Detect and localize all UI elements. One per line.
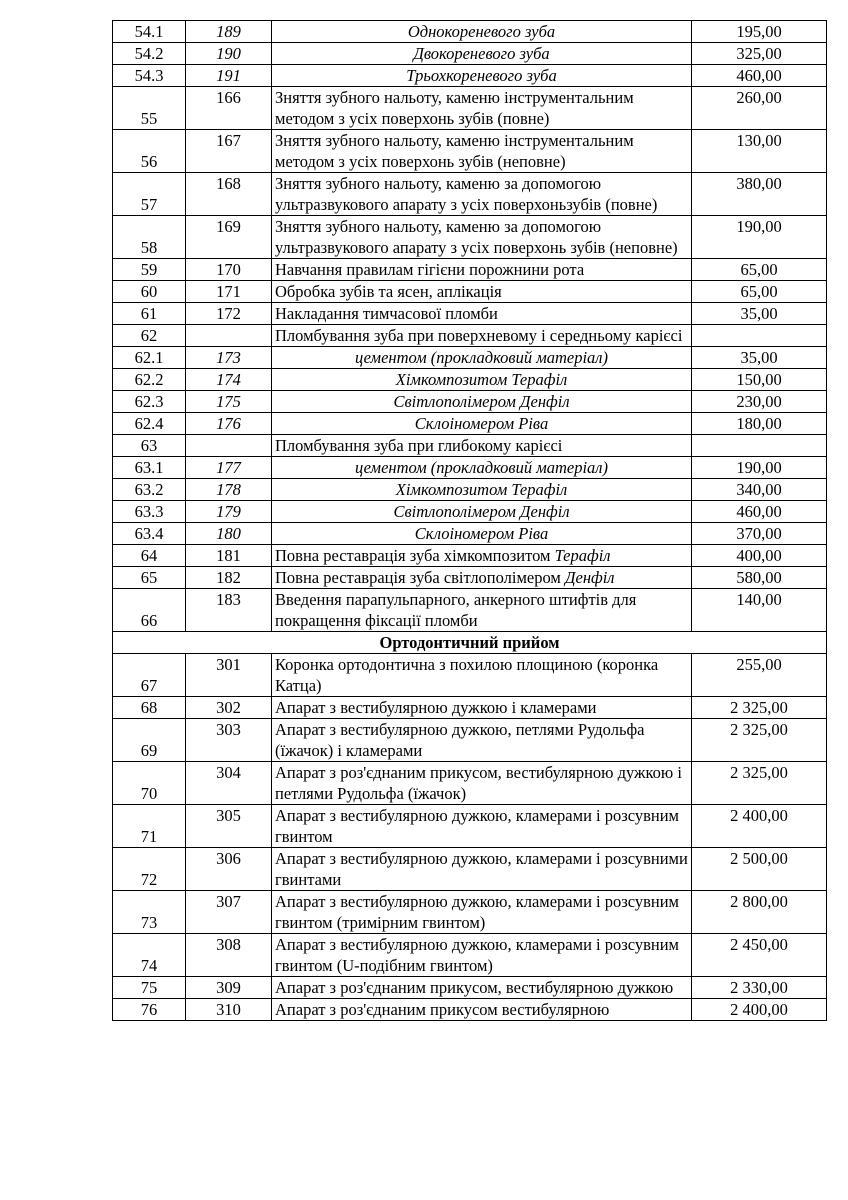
service-price: 2 450,00 xyxy=(692,934,827,977)
service-description: Світлополімером Денфіл xyxy=(272,501,692,523)
service-code: 301 xyxy=(186,654,272,697)
service-code: 181 xyxy=(186,545,272,567)
row-number: 63.3 xyxy=(113,501,186,523)
service-code: 171 xyxy=(186,281,272,303)
service-price: 2 330,00 xyxy=(692,977,827,999)
service-price: 140,00 xyxy=(692,589,827,632)
price-table-body-top xyxy=(113,21,827,632)
service-price: 2 325,00 xyxy=(692,762,827,805)
service-code: 172 xyxy=(186,303,272,325)
row-number: 74 xyxy=(113,934,186,977)
row-number: 62.3 xyxy=(113,391,186,413)
service-code: 180 xyxy=(186,523,272,545)
service-code: 175 xyxy=(186,391,272,413)
service-code: 189 xyxy=(186,21,272,43)
service-price: 2 400,00 xyxy=(692,805,827,848)
service-description: Апарат з вестибулярною дужкою, кламерами і розсувним гвинтом (U-подібним гвинтом) xyxy=(272,934,692,977)
service-description: Двокореневого зуба xyxy=(272,43,692,65)
service-price: 2 400,00 xyxy=(692,999,827,1021)
service-description: Апарат з вестибулярною дужкою, кламерами і розсувним гвинтом (тримірним гвинтом) xyxy=(272,891,692,934)
service-price: 260,00 xyxy=(692,87,827,130)
table-row xyxy=(113,303,827,325)
table-row xyxy=(113,457,827,479)
service-price: 325,00 xyxy=(692,43,827,65)
table-row xyxy=(113,567,827,589)
service-price: 580,00 xyxy=(692,567,827,589)
service-price: 190,00 xyxy=(692,457,827,479)
service-price: 460,00 xyxy=(692,501,827,523)
row-number: 63.1 xyxy=(113,457,186,479)
service-code: 174 xyxy=(186,369,272,391)
section-header-group xyxy=(113,632,827,654)
table-row xyxy=(113,589,827,632)
row-number: 60 xyxy=(113,281,186,303)
service-code: 183 xyxy=(186,589,272,632)
service-price: 400,00 xyxy=(692,545,827,567)
service-description-text: Повна реставрація зуба світлополімером xyxy=(275,568,565,587)
service-price: 195,00 xyxy=(692,21,827,43)
service-price: 130,00 xyxy=(692,130,827,173)
table-row xyxy=(113,325,827,347)
table-row xyxy=(113,805,827,848)
service-description: Апарат з вестибулярною дужкою, кламерами і розсувним гвинтом xyxy=(272,805,692,848)
service-description xyxy=(272,545,692,567)
service-code: 304 xyxy=(186,762,272,805)
service-code xyxy=(186,435,272,457)
service-description: Навчання правилам гігієни порожнини рота xyxy=(272,259,692,281)
row-number: 63.4 xyxy=(113,523,186,545)
table-row xyxy=(113,216,827,259)
service-description: Апарат з роз'єднаним прикусом вестибулярною xyxy=(272,999,692,1021)
service-description: Коронка ортодонтична з похилою площиною (коронка Катца) xyxy=(272,654,692,697)
row-number: 62.4 xyxy=(113,413,186,435)
table-row xyxy=(113,999,827,1021)
service-price: 380,00 xyxy=(692,173,827,216)
service-description: Накладання тимчасової пломби xyxy=(272,303,692,325)
service-description: Зняття зубного нальоту, каменю за допомогою ультразвукового апарату з усіх поверхонь зубів (неповне) xyxy=(272,216,692,259)
service-description: Апарат з вестибулярною дужкою і кламерами xyxy=(272,697,692,719)
row-number: 54.1 xyxy=(113,21,186,43)
table-row xyxy=(113,281,827,303)
row-number: 64 xyxy=(113,545,186,567)
table-row xyxy=(113,977,827,999)
row-number: 72 xyxy=(113,848,186,891)
service-description: Склоіномером Ріва xyxy=(272,413,692,435)
service-price: 150,00 xyxy=(692,369,827,391)
section-title: Ортодонтичний прийом xyxy=(113,632,827,654)
row-number: 67 xyxy=(113,654,186,697)
row-number: 73 xyxy=(113,891,186,934)
table-row xyxy=(113,21,827,43)
service-description xyxy=(272,567,692,589)
row-number: 54.2 xyxy=(113,43,186,65)
service-price: 2 325,00 xyxy=(692,697,827,719)
service-price: 370,00 xyxy=(692,523,827,545)
service-code: 309 xyxy=(186,977,272,999)
service-code xyxy=(186,325,272,347)
service-description: Пломбування зуба при глибокому карієсі xyxy=(272,435,692,457)
service-description: Однокореневого зуба xyxy=(272,21,692,43)
table-row xyxy=(113,654,827,697)
price-table-body-bottom xyxy=(113,654,827,1021)
material-name: Денфіл xyxy=(565,568,615,587)
service-description: Хімкомпозитом Терафіл xyxy=(272,369,692,391)
row-number: 75 xyxy=(113,977,186,999)
service-description: Апарат з роз'єднаним прикусом, вестибулярною дужкою xyxy=(272,977,692,999)
table-row xyxy=(113,891,827,934)
table-row xyxy=(113,545,827,567)
table-row xyxy=(113,347,827,369)
service-code: 305 xyxy=(186,805,272,848)
service-description: Хімкомпозитом Терафіл xyxy=(272,479,692,501)
row-number: 62.2 xyxy=(113,369,186,391)
table-row xyxy=(113,87,827,130)
service-code: 169 xyxy=(186,216,272,259)
service-code: 307 xyxy=(186,891,272,934)
row-number: 59 xyxy=(113,259,186,281)
service-code: 179 xyxy=(186,501,272,523)
service-code: 303 xyxy=(186,719,272,762)
table-row xyxy=(113,369,827,391)
service-price: 2 800,00 xyxy=(692,891,827,934)
table-row xyxy=(113,479,827,501)
service-description: Трьохкореневого зуба xyxy=(272,65,692,87)
row-number: 62 xyxy=(113,325,186,347)
table-row xyxy=(113,413,827,435)
row-number: 63.2 xyxy=(113,479,186,501)
table-row xyxy=(113,719,827,762)
service-description: Апарат з вестибулярною дужкою, кламерами і розсувними гвинтами xyxy=(272,848,692,891)
service-code: 308 xyxy=(186,934,272,977)
service-code: 310 xyxy=(186,999,272,1021)
row-number: 68 xyxy=(113,697,186,719)
table-row xyxy=(113,259,827,281)
row-number: 62.1 xyxy=(113,347,186,369)
table-row xyxy=(113,523,827,545)
service-price: 255,00 xyxy=(692,654,827,697)
table-row xyxy=(113,501,827,523)
row-number: 69 xyxy=(113,719,186,762)
service-description: Введення парапульпарного, анкерного штифтів для покращення фіксації пломби xyxy=(272,589,692,632)
service-price: 180,00 xyxy=(692,413,827,435)
table-row xyxy=(113,65,827,87)
service-price: 2 325,00 xyxy=(692,719,827,762)
row-number: 65 xyxy=(113,567,186,589)
service-code: 176 xyxy=(186,413,272,435)
row-number: 66 xyxy=(113,589,186,632)
service-price: 65,00 xyxy=(692,281,827,303)
service-code: 177 xyxy=(186,457,272,479)
table-row xyxy=(113,697,827,719)
row-number: 70 xyxy=(113,762,186,805)
service-price: 2 500,00 xyxy=(692,848,827,891)
service-code: 178 xyxy=(186,479,272,501)
table-row xyxy=(113,762,827,805)
row-number: 61 xyxy=(113,303,186,325)
row-number: 56 xyxy=(113,130,186,173)
service-description: Обробка зубів та ясен, аплікація xyxy=(272,281,692,303)
service-price xyxy=(692,435,827,457)
service-description: Зняття зубного нальоту, каменю інструментальним методом з усіх поверхонь зубів (неповне) xyxy=(272,130,692,173)
service-price: 65,00 xyxy=(692,259,827,281)
service-description: Апарат з роз'єднаним прикусом, вестибулярною дужкою і петлями Рудольфа (їжачок) xyxy=(272,762,692,805)
table-row xyxy=(113,43,827,65)
service-code: 168 xyxy=(186,173,272,216)
table-row xyxy=(113,934,827,977)
table-row xyxy=(113,848,827,891)
service-description: цементом (прокладковий матеріал) xyxy=(272,457,692,479)
service-price: 460,00 xyxy=(692,65,827,87)
service-description: Пломбування зуба при поверхневому і середньому карієсі xyxy=(272,325,692,347)
section-header-row xyxy=(113,632,827,654)
service-price: 35,00 xyxy=(692,303,827,325)
service-code: 191 xyxy=(186,65,272,87)
material-name: Терафіл xyxy=(554,546,611,565)
row-number: 54.3 xyxy=(113,65,186,87)
price-table xyxy=(112,20,827,1021)
service-price: 340,00 xyxy=(692,479,827,501)
service-price: 230,00 xyxy=(692,391,827,413)
row-number: 57 xyxy=(113,173,186,216)
service-description: цементом (прокладковий матеріал) xyxy=(272,347,692,369)
row-number: 63 xyxy=(113,435,186,457)
service-description-text: Повна реставрація зуба хімкомпозитом xyxy=(275,546,555,565)
service-price: 35,00 xyxy=(692,347,827,369)
service-description: Світлополімером Денфіл xyxy=(272,391,692,413)
service-code: 166 xyxy=(186,87,272,130)
table-row xyxy=(113,173,827,216)
row-number: 55 xyxy=(113,87,186,130)
service-price xyxy=(692,325,827,347)
row-number: 76 xyxy=(113,999,186,1021)
service-description: Склоіномером Ріва xyxy=(272,523,692,545)
table-row xyxy=(113,130,827,173)
row-number: 71 xyxy=(113,805,186,848)
service-price: 190,00 xyxy=(692,216,827,259)
service-code: 173 xyxy=(186,347,272,369)
service-code: 167 xyxy=(186,130,272,173)
table-row xyxy=(113,391,827,413)
service-code: 182 xyxy=(186,567,272,589)
service-code: 302 xyxy=(186,697,272,719)
service-description: Зняття зубного нальоту, каменю за допомогою ультразвукового апарату з усіх поверхоньзубів (повне) xyxy=(272,173,692,216)
service-code: 306 xyxy=(186,848,272,891)
service-code: 190 xyxy=(186,43,272,65)
service-description: Зняття зубного нальоту, каменю інструментальним методом з усіх поверхонь зубів (повне) xyxy=(272,87,692,130)
service-code: 170 xyxy=(186,259,272,281)
row-number: 58 xyxy=(113,216,186,259)
service-description: Апарат з вестибулярною дужкою, петлями Рудольфа (їжачок) і кламерами xyxy=(272,719,692,762)
table-row xyxy=(113,435,827,457)
